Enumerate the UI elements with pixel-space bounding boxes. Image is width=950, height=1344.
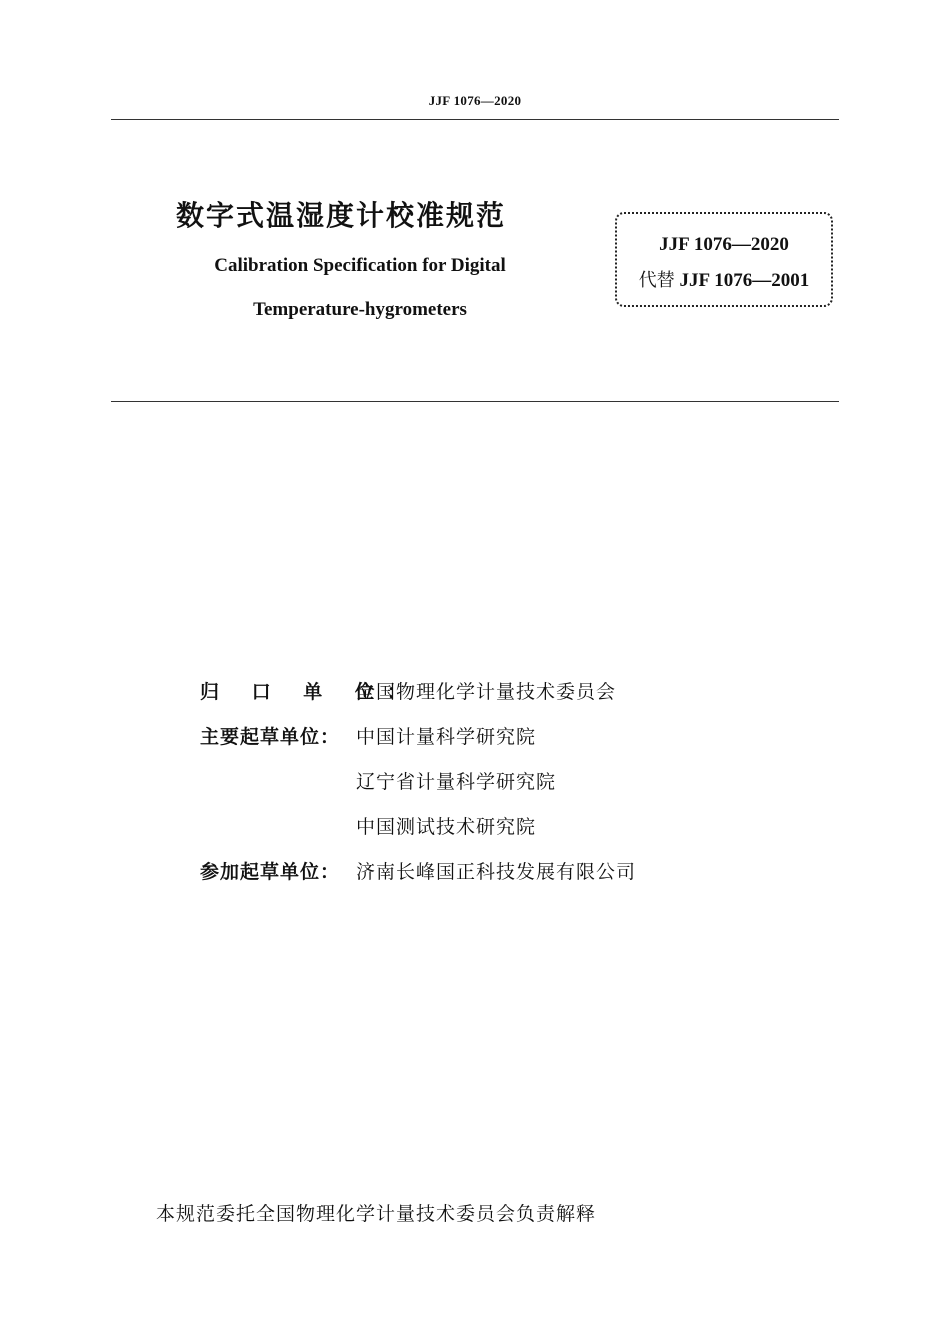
title-english-line-2: Temperature-hygrometers — [253, 299, 467, 320]
header-divider — [111, 119, 839, 120]
responsible-unit-row — [200, 677, 800, 722]
header-standard-code: JJF 1076—2020 — [428, 93, 522, 108]
responsible-unit-value: 全国物理化学计量技术委员会 — [356, 681, 617, 703]
code-box-code: JJF 1076—2020 — [659, 234, 789, 255]
participating-drafting-value: 济南长峰国正科技发展有限公司 — [356, 861, 637, 883]
main-drafting-label: 主要起草单位： — [200, 726, 341, 748]
organization-block — [200, 677, 800, 902]
main-drafting-row — [200, 722, 800, 767]
responsible-unit-label: 归 口 单 位： — [200, 681, 419, 703]
code-box-replaces — [617, 266, 831, 292]
title-divider — [111, 401, 839, 402]
participating-drafting-row — [200, 857, 800, 902]
main-drafting-value: 中国计量科学研究院 — [356, 726, 537, 748]
main-drafting-row — [200, 812, 800, 857]
main-drafting-row — [200, 767, 800, 812]
main-drafting-value: 辽宁省计量科学研究院 — [356, 771, 557, 793]
replaces-code: JJF 1076—2001 — [679, 270, 810, 291]
footer-note: 本规范委托全国物理化学计量技术委员会负责解释 — [156, 1203, 597, 1225]
title-english-line-1: Calibration Specification for Digital — [214, 255, 506, 276]
title-chinese: 数字式温湿度计校准规范 — [176, 199, 507, 232]
replaces-label: 代替 — [638, 270, 675, 291]
standard-code-box — [615, 212, 833, 307]
main-drafting-value: 中国测试技术研究院 — [356, 816, 537, 838]
participating-drafting-label: 参加起草单位： — [200, 861, 341, 883]
